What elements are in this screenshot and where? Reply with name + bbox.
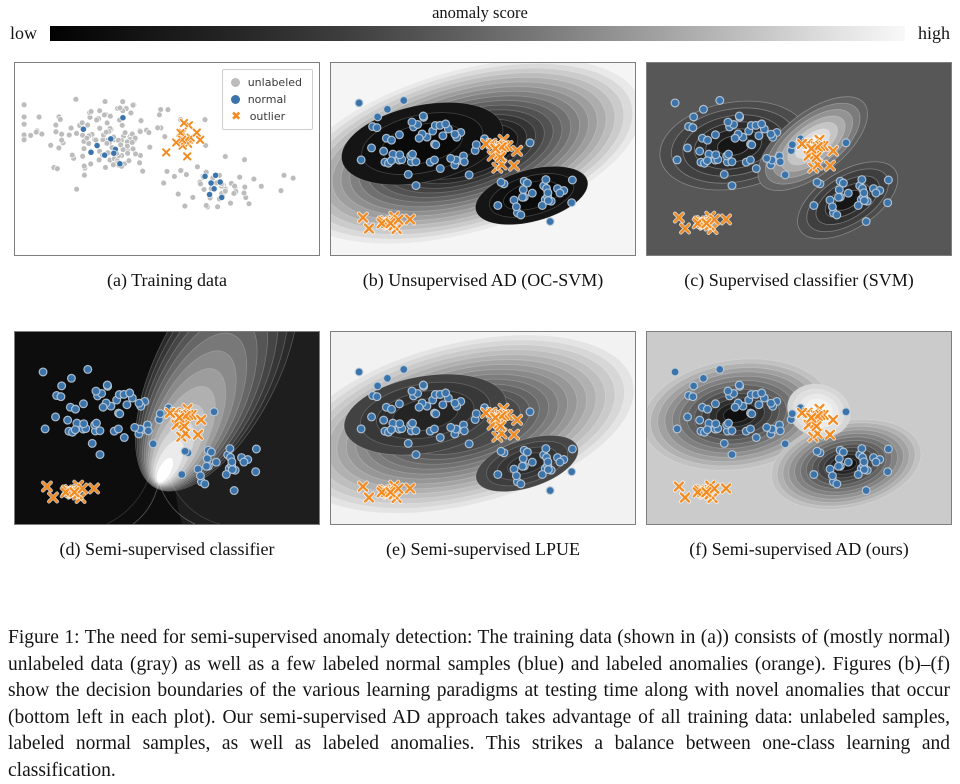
colorbar-title: anomaly score [432, 3, 528, 22]
colorbar-low-label: low [10, 23, 37, 43]
unlabeled-marker-icon [231, 78, 240, 87]
panel-b-plot [331, 63, 635, 255]
panel-b-cell [330, 62, 636, 293]
panel-d [14, 331, 320, 525]
outlier-marker-icon: ✖ [231, 109, 242, 123]
colorbar-gradient [50, 26, 905, 41]
panel-f-cell [646, 331, 952, 562]
legend-item-normal [231, 93, 302, 106]
panel-f-plot [647, 332, 951, 524]
legend-label-unlabeled: unlabeled [247, 76, 302, 89]
panel-e [330, 331, 636, 525]
panel-e-plot [331, 332, 635, 524]
panel-c-cell [646, 62, 952, 293]
panel-e-cell [330, 331, 636, 562]
legend-item-outlier [231, 110, 302, 123]
panel-c-caption: (c) Supervised classifier (SVM) [684, 270, 914, 290]
panel-f [646, 331, 952, 525]
panel-a-cell [14, 62, 320, 293]
normal-marker-icon [231, 95, 240, 104]
panel-f-caption: (f) Semi-supervised AD (ours) [689, 539, 909, 559]
panel-d-cell [14, 331, 320, 562]
panel-d-caption: (d) Semi-supervised classifier [59, 539, 275, 559]
legend-label-outlier: outlier [249, 110, 286, 123]
panel-a-caption: (a) Training data [107, 270, 227, 290]
colorbar-high-label: high [917, 23, 950, 43]
legend-label-normal: normal [247, 93, 287, 106]
legend-item-unlabeled [231, 76, 302, 89]
figure-caption: Figure 1: The need for semi-supervised anomaly detection: The training data (shown in (a)) consists of (mostly normal) unlabeled data (gray) as well as a few labeled normal samples (blue) and labeled anomalies (orange). Figures (b)–(f) show the decision boundaries of the various learning paradigms at testing time along with novel anomalies that occur (bottom left in each plot). Our semi-supervised AD approach takes advantage of all training data: unlabeled samples, labeled normal samples, as well as labeled anomalies. This strikes a balance between one-class learning and classification. [8, 627, 950, 781]
panel-b-caption: (b) Unsupervised AD (OC-SVM) [362, 270, 604, 290]
panel-e-caption: (e) Semi-supervised LPUE [386, 539, 580, 559]
colorbar-row [10, 24, 950, 42]
panel-c-plot [647, 63, 951, 255]
figure-grid [14, 62, 960, 600]
anomaly-score-colorbar [0, 0, 960, 42]
panel-c [646, 62, 952, 256]
panel-a [14, 62, 320, 256]
panel-d-plot [15, 332, 319, 524]
panel-b [330, 62, 636, 256]
legend [222, 69, 313, 130]
